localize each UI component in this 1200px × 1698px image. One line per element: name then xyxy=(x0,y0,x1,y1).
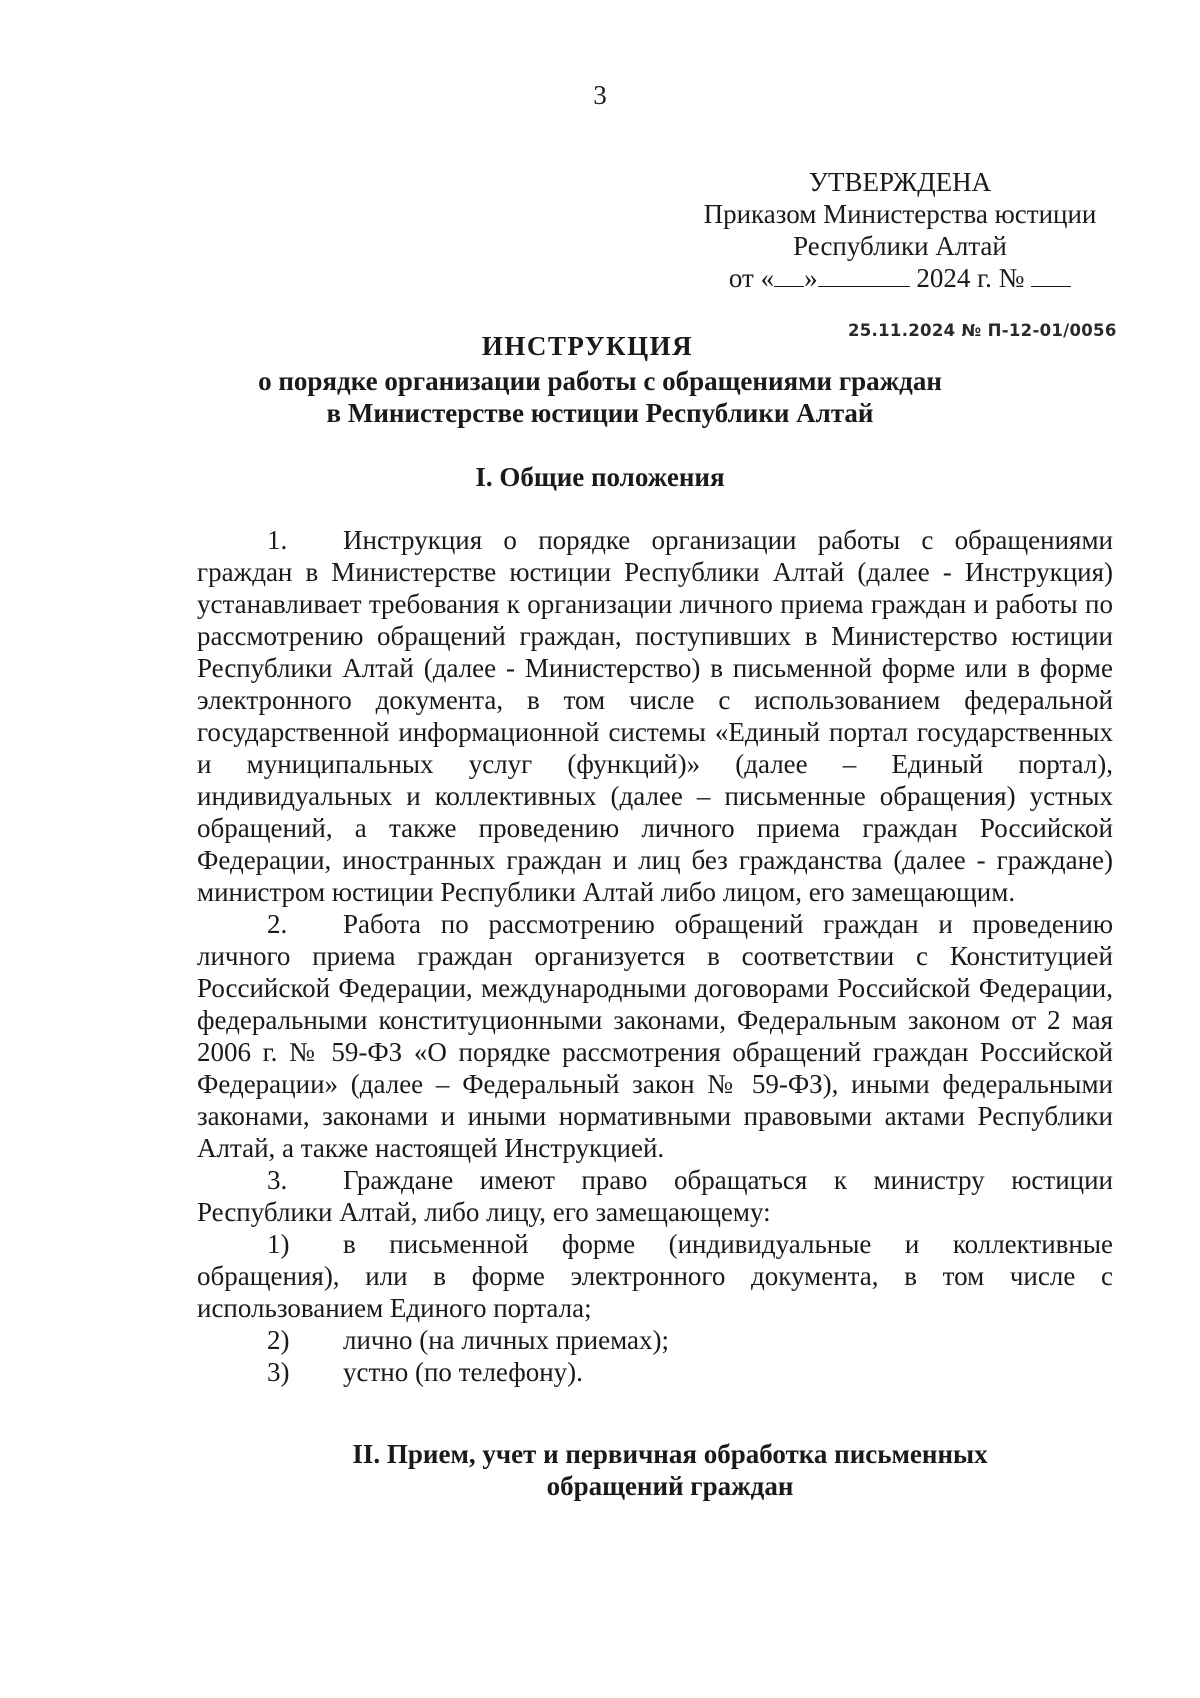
date-mid: » xyxy=(804,263,818,293)
title-heading: ИНСТРУКЦИЯ xyxy=(481,331,694,361)
list-text: устно (по телефону). xyxy=(343,1357,583,1387)
paragraph-1 xyxy=(197,524,1113,908)
section-1-heading: I. Общие положения xyxy=(475,462,725,492)
registration-stamp: 25.11.2024 № П-12-01/0056 xyxy=(848,321,1117,340)
list-item xyxy=(197,1324,1113,1356)
approval-region-line: Республики Алтай xyxy=(793,231,1007,261)
paragraph-number: 3. xyxy=(267,1165,288,1195)
section-2-heading-line-2: обращений граждан xyxy=(546,1471,794,1501)
paragraph-text: Инструкция о порядке организации работы с обращениями граждан в Министерстве юстиции Республики Алтай (далее - Инструкция) устанавливает требования к организации личного приема граждан и работы по рассмотрению обращений граждан, поступивших в Министерство юстиции Республики Алтай (далее - Министерство) в письменной форме или в форме электронного документа, в том числе с использованием федеральной государственной информационной системы «Единый портал государственных и муниципальных услуг (функций)» (далее – Единый портал), индивидуальных и коллективных (далее – письменные обращения) устных обращений, а также проведению личного приема граждан Российской Федерации, иностранных граждан и лиц без гражданства (далее - граждане) министром юстиции Республики Алтай либо лицом, его замещающим. xyxy=(197,525,1113,907)
date-year: 2024 г. № xyxy=(916,263,1025,293)
paragraph-2 xyxy=(197,908,1113,1164)
list-item xyxy=(197,1356,1113,1388)
section-1-body xyxy=(197,524,1113,1388)
approval-status: УТВЕРЖДЕНА xyxy=(808,167,992,197)
list-number: 2) xyxy=(267,1325,290,1355)
list-number: 1) xyxy=(267,1229,290,1259)
paragraph-number: 2. xyxy=(267,909,288,939)
paragraph-text: Граждане имеют право обращаться к министру юстиции Республики Алтай, либо лицу, его замещающему: xyxy=(197,1165,1113,1227)
list-number: 3) xyxy=(267,1357,290,1387)
page-number: 3 xyxy=(593,80,607,110)
paragraph-text: Работа по рассмотрению обращений граждан и проведению личного приема граждан организуется в соответствии с Конституцией Российской Федерации, международными договорами Российской Федерации, федеральными конституционными законами, Федеральным законом от 2 мая 2006 г. № 59-ФЗ «О порядке рассмотрения обращений граждан Российской Федерации» (далее – Федеральный закон № 59-ФЗ), иными федеральными законами, законами и иными нормативными правовыми актами Республики Алтай, а также настоящей Инструкцией. xyxy=(197,909,1113,1163)
day-blank xyxy=(774,264,804,287)
list-text: в письменной форме (индивидуальные и коллективные обращения), или в форме электронного документа, в том числе с использованием Единого портала; xyxy=(197,1229,1113,1323)
paragraph-number: 1. xyxy=(267,525,288,555)
section-2-heading xyxy=(0,1438,1200,1502)
approval-block xyxy=(700,166,1100,294)
month-blank xyxy=(818,264,910,287)
number-blank xyxy=(1031,264,1071,287)
paragraph-3 xyxy=(197,1164,1113,1228)
list-text: лично (на личных приемах); xyxy=(343,1325,669,1355)
section-2-heading-line-1: II. Прием, учет и первичная обработка письменных xyxy=(352,1439,988,1469)
list-item xyxy=(197,1228,1113,1324)
title-line-1: о порядке организации работы с обращениями граждан xyxy=(258,366,942,396)
title-line-2: в Министерстве юстиции Республики Алтай xyxy=(326,398,874,428)
document-title xyxy=(0,330,1200,429)
date-prefix: от « xyxy=(728,263,775,293)
approval-date-line xyxy=(700,262,1100,294)
approval-order-line: Приказом Министерства юстиции xyxy=(703,199,1097,229)
